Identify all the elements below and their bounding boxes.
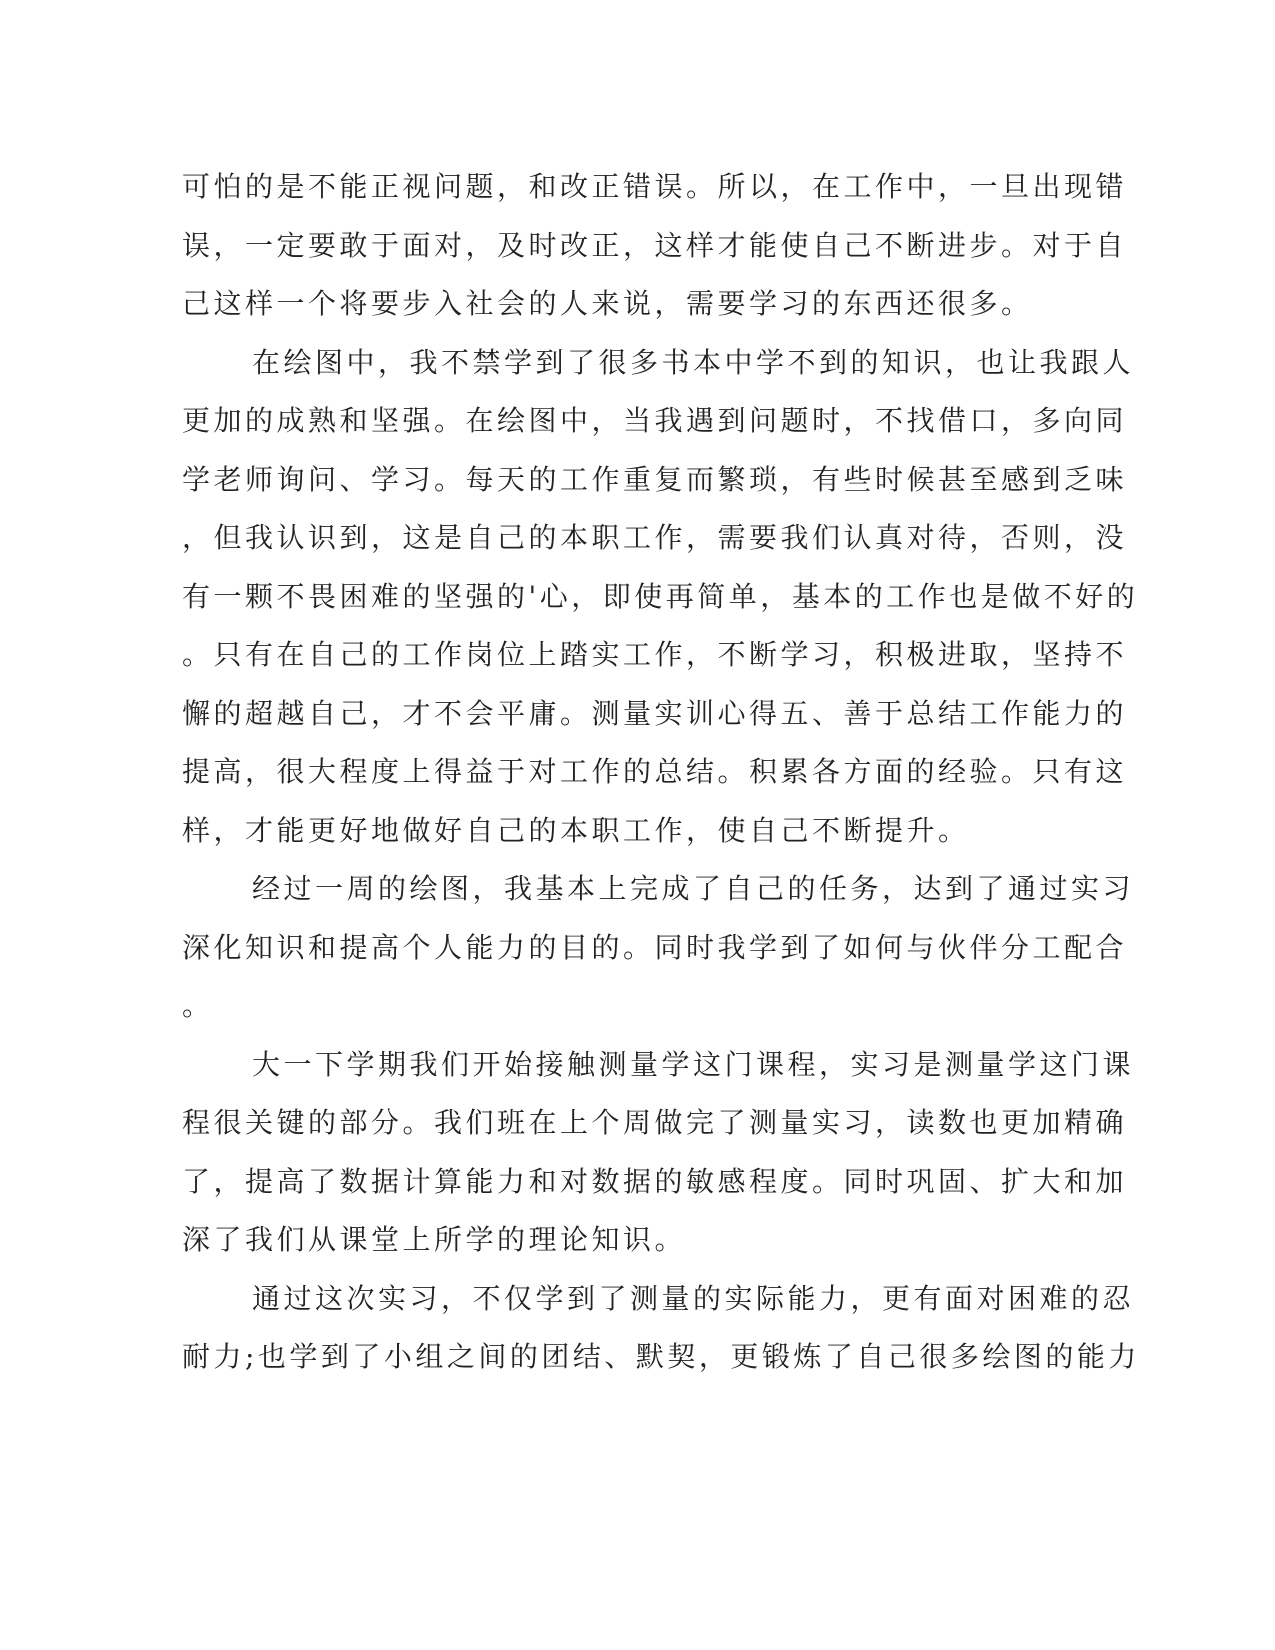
text-line: 误，一定要敢于面对，及时改正，这样才能使自己不断进步。对于自 [182, 228, 1128, 262]
text-line: 学老师询问、学习。每天的工作重复而繁琐，有些时候甚至感到乏味 [182, 462, 1128, 496]
text-line: 更加的成熟和坚强。在绘图中，当我遇到问题时，不找借口，多向同 [182, 404, 1128, 437]
paragraph-start-line: 大一下学期我们开始接触测量学这门课程，实习是测量学这门课 [252, 1047, 1135, 1081]
text-line: 耐力;也学到了小组之间的团结、默契，更锻炼了自己很多绘图的能力 [182, 1340, 1140, 1373]
text-line: 可怕的是不能正视问题，和改正错误。所以，在工作中，一旦出现错 [182, 170, 1128, 203]
text-line: 样，才能更好地做好自己的本职工作，使自己不断提升。 [182, 813, 970, 847]
text-line: 了，提高了数据计算能力和对数据的敏感程度。同时巩固、扩大和加 [182, 1164, 1128, 1198]
text-line: 深化知识和提高个人能力的目的。同时我学到了如何与伙伴分工配合 [182, 930, 1128, 964]
document-body [182, 158, 1140, 1387]
text-line: 懈的超越自己，才不会平庸。测量实训心得五、善于总结工作能力的 [182, 696, 1128, 730]
text-line: 提高，很大程度上得益于对工作的总结。积累各方面的经验。只有这 [182, 755, 1128, 788]
text-line: 己这样一个将要步入社会的人来说，需要学习的东西还很多。 [182, 287, 1033, 320]
text-line: 。 [182, 989, 214, 1022]
text-line: 程很关键的部分。我们班在上个周做完了测量实习，读数也更加精确 [182, 1106, 1128, 1139]
paragraph-start-line: 经过一周的绘图，我基本上完成了自己的任务，达到了通过实习 [252, 872, 1135, 905]
paragraph-start-line: 通过这次实习，不仅学到了测量的实际能力，更有面对困难的忍 [252, 1281, 1135, 1315]
text-line: 有一颗不畏困难的坚强的'心，即使再简单，基本的工作也是做不好的 [182, 579, 1139, 613]
text-line: 。只有在自己的工作岗位上踏实工作，不断学习，积极进取，坚持不 [182, 638, 1128, 671]
text-line: 深了我们从课堂上所学的理论知识。 [182, 1223, 687, 1256]
paragraph-start-line: 在绘图中，我不禁学到了很多书本中学不到的知识，也让我跟人 [252, 345, 1135, 379]
text-line: ，但我认识到，这是自己的本职工作，需要我们认真对待，否则，没 [182, 521, 1128, 554]
